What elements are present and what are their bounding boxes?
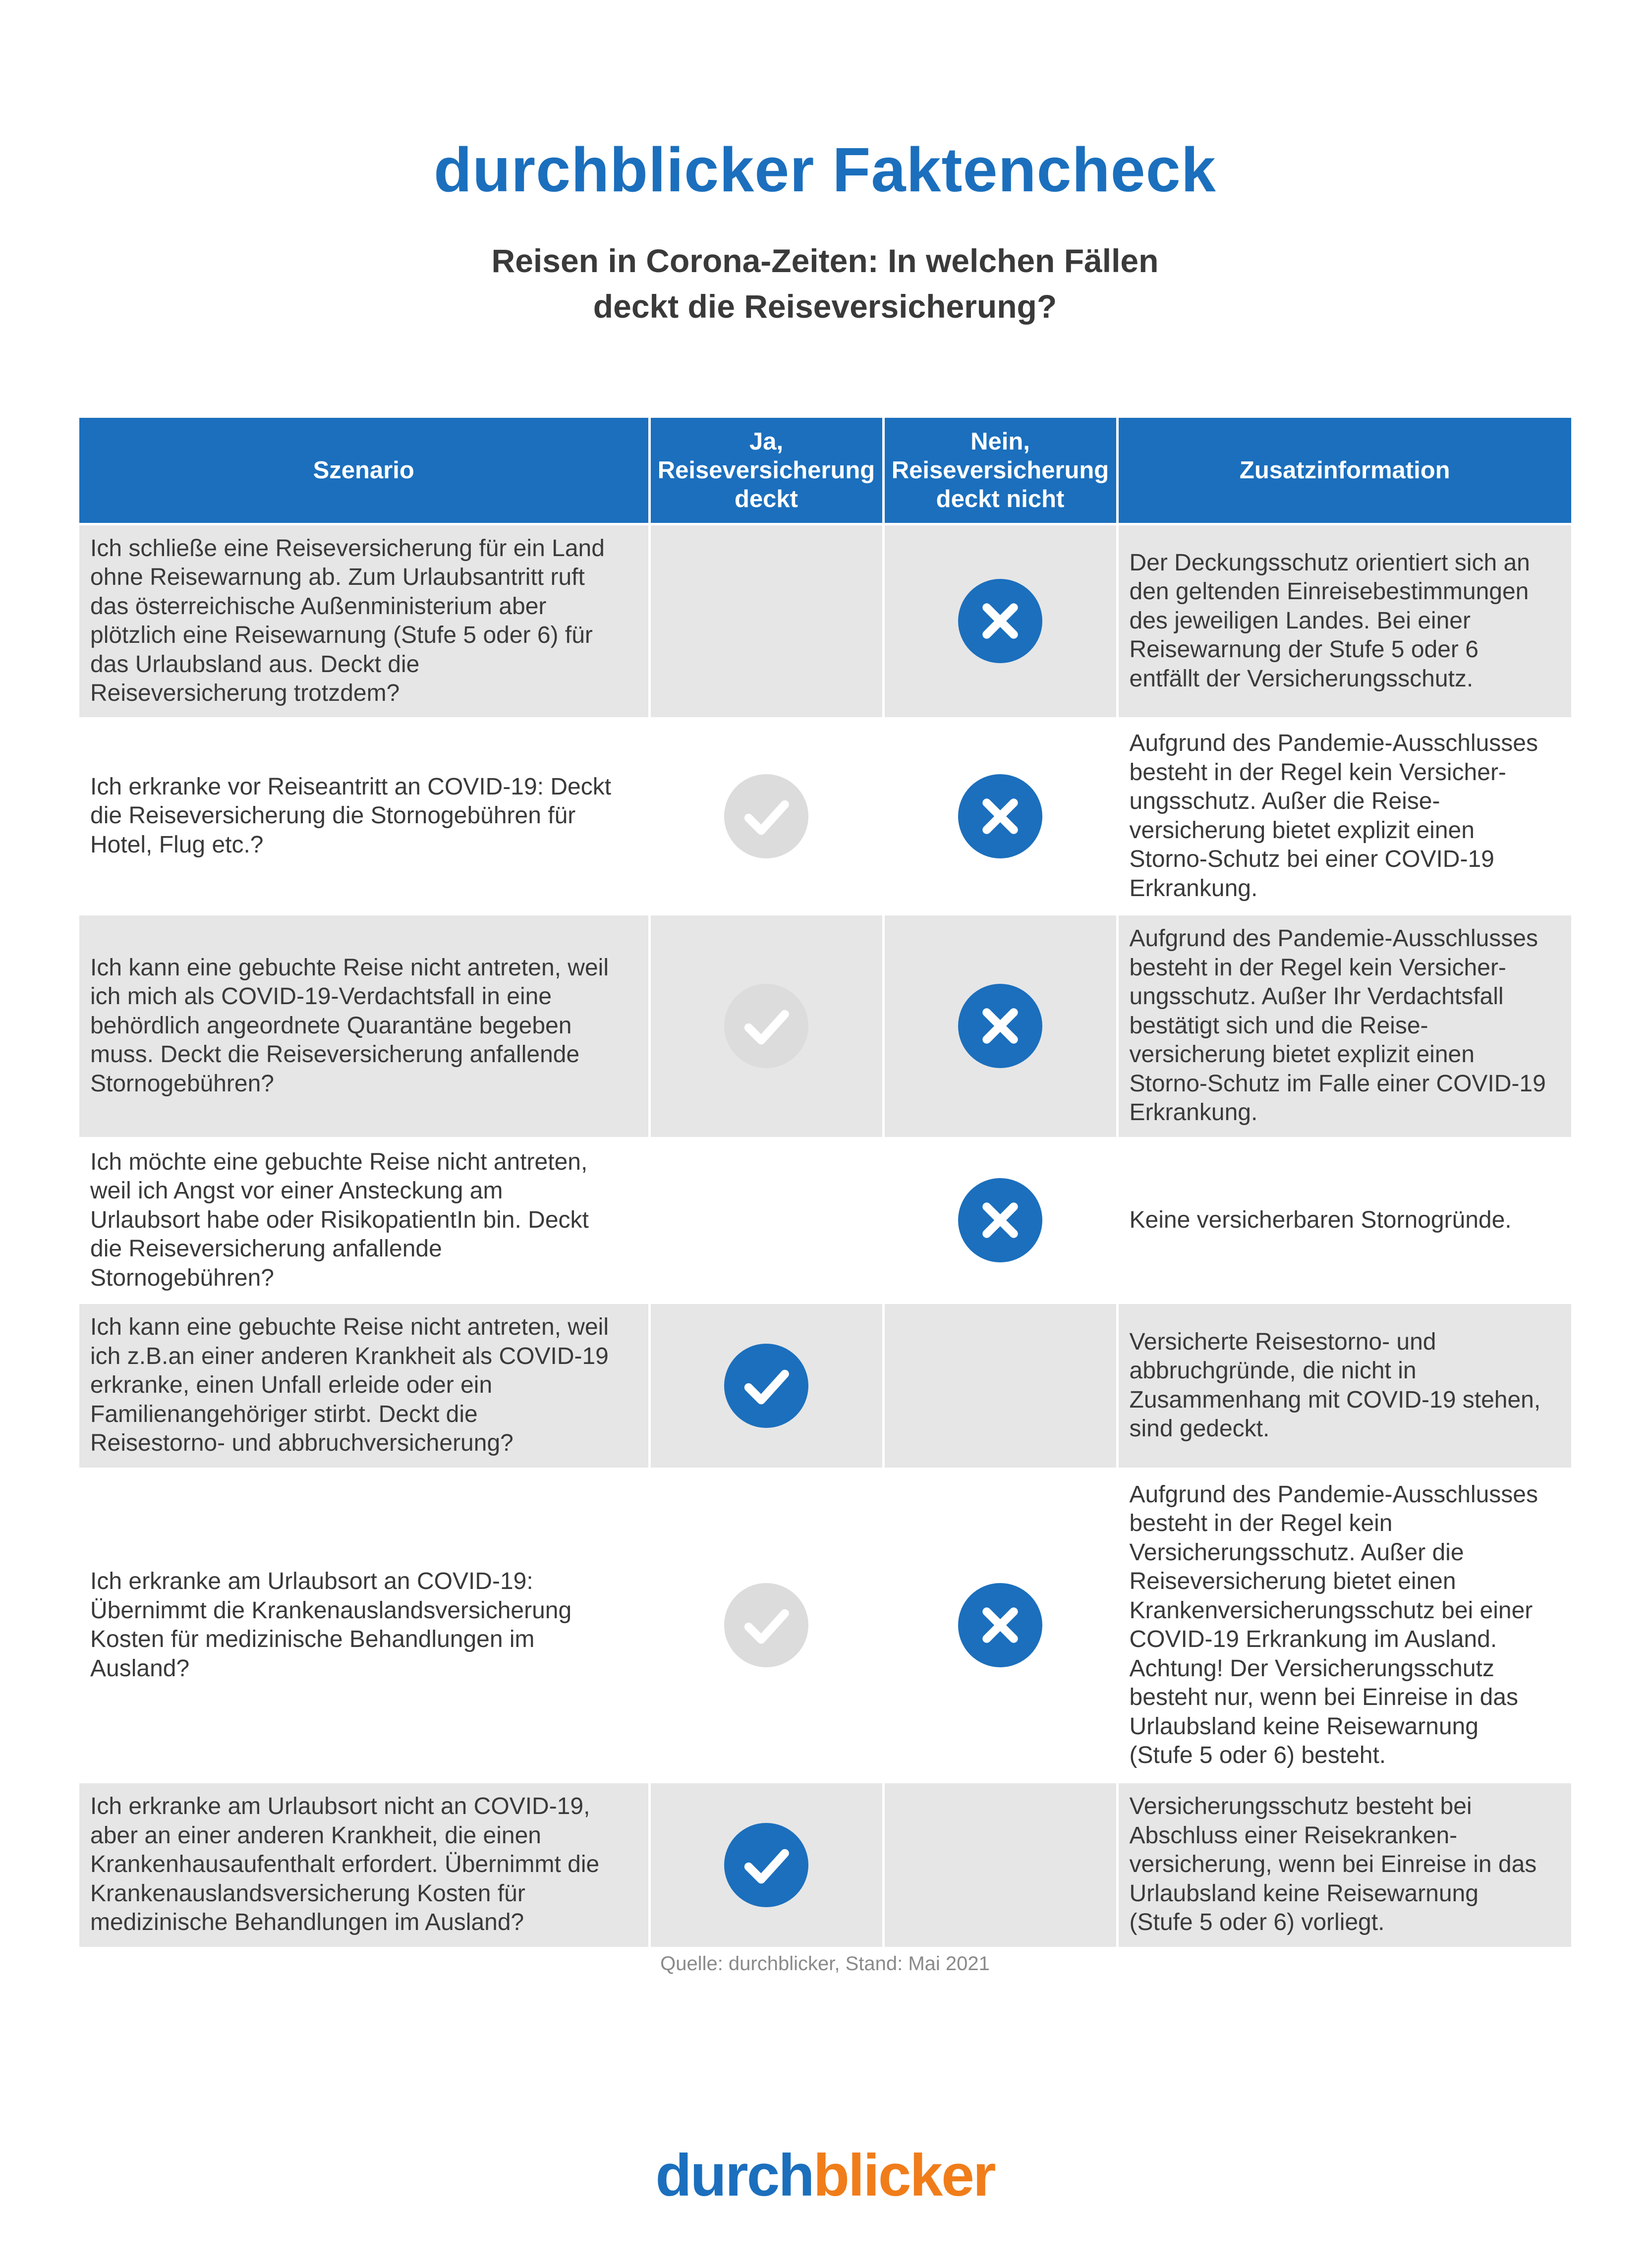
check-icon — [724, 1823, 808, 1907]
covered-cell — [649, 1303, 883, 1469]
covered-cell — [649, 1469, 883, 1782]
scenario-line: ich mich als COVID-19-Verdachtsfall in eine — [90, 983, 552, 1010]
info-line: besteht in der Regel kein — [1129, 1510, 1393, 1536]
scenario-line: ohne Reisewarnung ab. Zum Urlaubsantritt ruft — [90, 564, 585, 590]
scenario-line: weil ich Angst vor einer Ansteckung am — [90, 1178, 503, 1204]
table-row — [79, 1782, 1571, 1948]
scenario-cell — [79, 1469, 649, 1782]
scenario-line: die Reiseversicherung anfallende — [90, 1236, 442, 1262]
info-line: abbruchgründe, die nicht in — [1129, 1358, 1417, 1384]
scenario-line: medizinische Behandlungen im Ausland? — [90, 1909, 524, 1936]
scenario-line: Ich kann eine gebuchte Reise nicht antreten, weil — [90, 954, 609, 981]
scenario-line: Ich erkranke am Urlaubsort nicht an COVID-19, — [90, 1793, 590, 1820]
not-covered-cell — [883, 718, 1117, 914]
info-cell — [1117, 1782, 1571, 1948]
scenario-line: die Reiseversicherung die Stornogebühren für — [90, 802, 576, 829]
info-line: Reiseversicherung bietet einen — [1129, 1568, 1456, 1594]
info-line: ungsschutz. Außer Ihr Verdachtsfall — [1129, 983, 1504, 1010]
scenario-line: Krankenauslandsversicherung Kosten für — [90, 1880, 525, 1907]
header-yes — [649, 418, 883, 524]
scenario-cell — [79, 1138, 649, 1303]
header-scenario: Szenario — [79, 418, 649, 524]
not-covered-cell — [883, 1782, 1117, 1948]
info-cell — [1117, 1138, 1571, 1303]
not-covered-cell — [883, 524, 1117, 718]
not-covered-cell — [883, 914, 1117, 1138]
logo-part-durch: durch — [655, 2142, 813, 2209]
scenario-line: Krankenhausaufenthalt erfordert. Übernimmt die — [90, 1851, 600, 1878]
info-cell — [1117, 718, 1571, 914]
check-icon — [724, 984, 808, 1068]
page-title: durchblicker Faktencheck — [434, 135, 1216, 205]
covered-cell — [649, 1782, 883, 1948]
x-icon — [958, 1583, 1042, 1667]
info-cell — [1117, 914, 1571, 1138]
x-icon — [958, 579, 1042, 663]
x-icon — [958, 984, 1042, 1068]
info-cell — [1117, 1303, 1571, 1469]
subtitle-line-2: deckt die Reiseversicherung? — [593, 288, 1057, 325]
scenario-line: Ich erkranke am Urlaubsort an COVID-19: — [90, 1568, 533, 1594]
info-line: Reisewarnung der Stufe 5 oder 6 — [1129, 636, 1479, 663]
scenario-cell — [79, 914, 649, 1138]
scenario-line: Ich kann eine gebuchte Reise nicht antreten, weil — [90, 1314, 609, 1341]
covered-cell — [649, 524, 883, 718]
info-line: Erkrankung. — [1129, 875, 1258, 902]
info-line: versicherung, wenn bei Einreise in das — [1129, 1851, 1537, 1878]
info-cell — [1117, 1469, 1571, 1782]
scenario-line: Ich schließe eine Reiseversicherung für ein Land — [90, 535, 605, 562]
scenario-line: plötzlich eine Reisewarnung (Stufe 5 oder 6) für — [90, 622, 593, 648]
info-line: versicherung bietet explizit einen — [1129, 1041, 1475, 1068]
info-cell — [1117, 524, 1571, 718]
info-line: Abschluss einer Reisekranken- — [1129, 1822, 1458, 1849]
scenario-cell — [79, 718, 649, 914]
table-header-row — [79, 418, 1571, 524]
scenario-cell — [79, 1782, 649, 1948]
scenario-line: Kosten für medizinische Behandlungen im — [90, 1626, 535, 1652]
scenario-cell — [79, 1303, 649, 1469]
info-line: Erkrankung. — [1129, 1099, 1258, 1126]
not-covered-cell — [883, 1469, 1117, 1782]
info-line: Krankenversicherungsschutz bei einer — [1129, 1597, 1533, 1624]
info-line: Storno-Schutz im Falle einer COVID-19 — [1129, 1070, 1546, 1097]
header-no — [883, 418, 1117, 524]
check-icon — [724, 774, 808, 858]
check-icon — [724, 1344, 808, 1428]
info-line: Versicherungsschutz besteht bei — [1129, 1793, 1472, 1820]
not-covered-cell — [883, 1303, 1117, 1469]
source-footnote: Quelle: durchblicker, Stand: Mai 2021 — [660, 1953, 990, 1975]
info-line: (Stufe 5 oder 6) besteht. — [1129, 1742, 1386, 1768]
scenario-line: muss. Deckt die Reiseversicherung anfallende — [90, 1041, 580, 1068]
header-yes-line: deckt — [734, 485, 798, 512]
x-icon — [958, 774, 1042, 858]
info-line: Aufgrund des Pandemie-Ausschlusses — [1129, 1481, 1538, 1508]
scenario-line: Urlaubsort habe oder RisikopatientIn bin. Deckt — [90, 1206, 589, 1233]
table-row — [79, 524, 1571, 718]
info-line: besteht in der Regel kein Versicher- — [1129, 954, 1506, 981]
page-subtitle — [0, 238, 1650, 329]
info-line: Versicherungsschutz. Außer die — [1129, 1539, 1464, 1566]
table-row — [79, 1138, 1571, 1303]
header-yes-line: Reiseversicherung — [657, 456, 875, 484]
check-icon — [724, 1583, 808, 1667]
scenario-line: Reisestorno- und abbruchversicherung? — [90, 1430, 513, 1457]
table-row — [79, 718, 1571, 914]
scenario-line: Reiseversicherung trotzdem? — [90, 680, 400, 706]
x-icon — [958, 1178, 1042, 1262]
info-line: Urlaubsland keine Reisewarnung — [1129, 1713, 1479, 1740]
info-line: sind gedeckt. — [1129, 1416, 1270, 1442]
info-line: versicherung bietet explizit einen — [1129, 817, 1475, 844]
scenario-line: Ausland? — [90, 1655, 190, 1682]
info-line: besteht in der Regel kein Versicher- — [1129, 759, 1506, 786]
scenario-line: das Urlaubsland aus. Deckt die — [90, 651, 420, 678]
header-yes-line: Ja, — [749, 428, 784, 455]
info-line: Aufgrund des Pandemie-Ausschlusses — [1129, 925, 1538, 952]
info-line: Versicherte Reisestorno- und — [1129, 1328, 1436, 1355]
covered-cell — [649, 718, 883, 914]
table-row — [79, 1469, 1571, 1782]
scenario-line: ich z.B.an einer anderen Krankheit als COVID-19 — [90, 1343, 609, 1369]
scenario-line: Ich möchte eine gebuchte Reise nicht antreten, — [90, 1148, 588, 1175]
not-covered-cell — [883, 1138, 1117, 1303]
info-line: (Stufe 5 oder 6) vorliegt. — [1129, 1909, 1385, 1936]
info-line: Storno-Schutz bei einer COVID-19 — [1129, 846, 1494, 872]
scenario-line: Stornogebühren? — [90, 1264, 274, 1291]
table-row — [79, 914, 1571, 1138]
info-line: Achtung! Der Versicherungsschutz — [1129, 1655, 1494, 1682]
info-line: Zusammenhang mit COVID-19 stehen, — [1129, 1386, 1541, 1413]
scenario-line: Familienangehöriger stirbt. Deckt die — [90, 1401, 478, 1427]
info-line: COVID-19 Erkrankung im Ausland. — [1129, 1626, 1497, 1652]
fact-table — [79, 418, 1571, 1949]
scenario-line: Ich erkranke vor Reiseantritt an COVID-19: Deckt — [90, 773, 612, 800]
info-line: ungsschutz. Außer die Reise- — [1129, 788, 1440, 814]
scenario-line: behördlich angeordnete Quarantäne begeben — [90, 1012, 572, 1039]
header-no-line: deckt nicht — [936, 485, 1065, 512]
table-row — [79, 1303, 1571, 1469]
info-line: Urlaubsland keine Reisewarnung — [1129, 1880, 1479, 1907]
scenario-line: Übernimmt die Krankenauslandsversicherung — [90, 1597, 572, 1624]
info-line: Keine versicherbaren Stornogründe. — [1129, 1206, 1512, 1233]
info-line: Der Deckungsschutz orientiert sich an — [1129, 549, 1530, 576]
brand-logo — [0, 2141, 1650, 2210]
header-no-line: Reiseversicherung — [891, 456, 1109, 484]
info-line: entfällt der Versicherungsschutz. — [1129, 665, 1474, 692]
info-line: bestätigt sich und die Reise- — [1129, 1012, 1428, 1039]
table-body — [79, 524, 1571, 1948]
logo-part-blicker: blicker — [813, 2142, 995, 2209]
info-line: den geltenden Einreisebestimmungen — [1129, 578, 1529, 605]
scenario-line: Hotel, Flug etc.? — [90, 831, 264, 858]
subtitle-line-1: Reisen in Corona-Zeiten: In welchen Fällen — [491, 242, 1159, 279]
scenario-line: das österreichische Außenministerium aber — [90, 593, 547, 620]
info-line: Aufgrund des Pandemie-Ausschlusses — [1129, 730, 1538, 756]
header-info: Zusatzinformation — [1117, 418, 1571, 524]
header-no-line: Nein, — [970, 428, 1030, 455]
info-line: besteht nur, wenn bei Einreise in das — [1129, 1684, 1518, 1710]
info-line: des jeweiligen Landes. Bei einer — [1129, 607, 1471, 634]
scenario-line: erkranke, einen Unfall erleide oder ein — [90, 1372, 493, 1399]
scenario-line: aber an einer anderen Krankheit, die einen — [90, 1822, 541, 1849]
scenario-cell — [79, 524, 649, 718]
scenario-line: Stornogebühren? — [90, 1070, 274, 1097]
covered-cell — [649, 1138, 883, 1303]
covered-cell — [649, 914, 883, 1138]
